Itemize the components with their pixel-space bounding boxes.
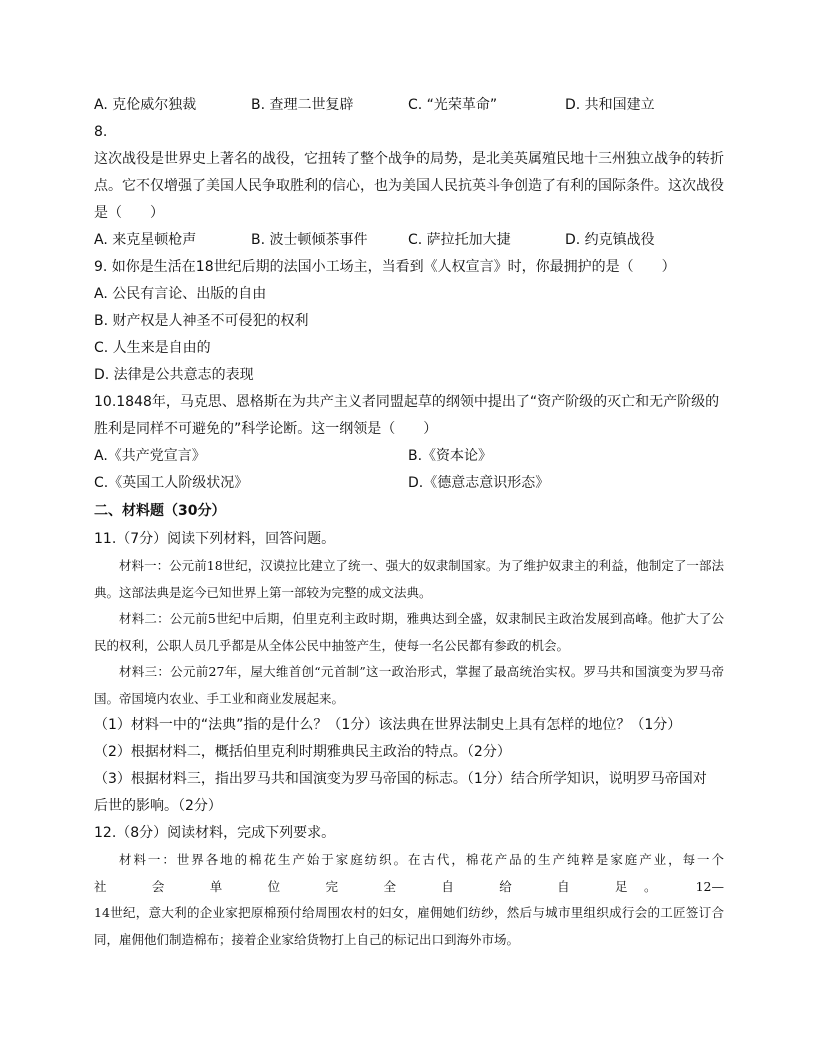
q11-subquestion-1: （1）材料一中的“法典”指的是什么？（1分）该法典在世界法制史上具有怎样的地位？（1分） (94, 717, 682, 733)
q11-subquestion-3a: （3）根据材料三，指出罗马共和国演变为罗马帝国的标志。（1分）结合所学知识，说明罗马帝国对 (94, 771, 707, 787)
q11-stem: 11.（7分）阅读下列材料，回答问题。 (94, 531, 336, 547)
q7-option-a[interactable]: A. 克伦威尔独裁 (94, 97, 197, 113)
q10-options-row2 (94, 470, 724, 497)
q8-option-c[interactable]: C. 萨拉托加大捷 (408, 232, 511, 248)
q10-stem: 10.1848年，马克思、恩格斯在为共产主义者同盟起草的纲领中提出了“资产阶级的灭亡和无产阶级的胜利是同样不可避免的”科学论断。这一纲领是（ ） (94, 394, 720, 437)
q9-stem: 9. 如你是生活在18世纪后期的法国小工场主，当看到《人权宣言》时，你最拥护的是（ ） (94, 259, 676, 275)
q7-option-b[interactable]: B. 查理二世复辟 (251, 97, 354, 113)
q9-option-c[interactable]: C. 人生来是自由的 (94, 340, 211, 356)
q8-option-d[interactable]: D. 约克镇战役 (565, 232, 655, 248)
q11-material-3: 材料三：公元前27年，屋大维首创“元首制”这一政治形式，掌握了最高统治实权。罗马共和国演变为罗马帝国。帝国境内农业、手工业和商业发展起来。 (94, 664, 724, 706)
q10-option-a[interactable]: A.《共产党宣言》 (94, 448, 206, 464)
q11-material-1: 材料一：公元前18世纪，汉谟拉比建立了统一、强大的奴隶制国家。为了维护奴隶主的利益，他制定了一部法典。这部法典是迄今已知世界上第一部较为完整的成文法典。 (94, 558, 724, 600)
exam-page (94, 92, 724, 953)
q10-options-row1 (94, 443, 724, 470)
q8-stem: 这次战役是世界史上著名的战役，它扭转了整个战争的局势，是北美英属殖民地十三州独立战争的转折点。它不仅增强了美国人民争取胜利的信心，也为美国人民抗英斗争创造了有利的国际条件。这次战役是（ ） (94, 151, 724, 221)
q8-options (94, 227, 724, 254)
q9-option-d[interactable]: D. 法律是公共意志的表现 (94, 367, 254, 383)
q10-option-d[interactable]: D.《德意志意识形态》 (408, 475, 550, 491)
q11-subquestion-3b: 后世的影响。（2分） (94, 798, 222, 814)
q11-material-2: 材料二：公元前5世纪中后期，伯里克利主政时期，雅典达到全盛，奴隶制民主政治发展到高峰。他扩大了公民的权利，公职人员几乎都是从全体公民中抽签产生，使每一名公民都有参政的机会。 (94, 611, 724, 653)
q12-material-1c: 14世纪，意大利的企业家把原棉预付给周围农村的妇女，雇佣她们纺纱，然后与城市里组织成行会的工匠签订合同，雇佣他们制造棉布；接着企业家给货物打上自己的标记出口到海外市场。 (94, 905, 724, 947)
q7-option-c[interactable]: C. “光荣革命” (408, 97, 498, 113)
section-heading: 二、材料题（30分） (94, 503, 226, 519)
q10-option-b[interactable]: B.《资本论》 (408, 448, 493, 464)
q9-option-a[interactable]: A. 公民有言论、出版的自由 (94, 286, 267, 302)
q8-option-b[interactable]: B. 波士顿倾茶事件 (251, 232, 368, 248)
q12-material-1b: 社 会 单 位 完 全 自 给 自 足。 12— (94, 878, 724, 894)
q7-options (94, 92, 724, 119)
q8-number: 8. (94, 124, 108, 140)
q12-material-1a: 材料一：世界各地的棉花生产始于家庭纺织。在古代，棉花产品的生产纯粹是家庭产业，每一个 (119, 852, 724, 867)
q11-subquestion-2: （2）根据材料二，概括伯里克利时期雅典民主政治的特点。（2分） (94, 744, 511, 760)
q10-option-c[interactable]: C.《英国工人阶级状况》 (94, 475, 249, 491)
q7-option-d[interactable]: D. 共和国建立 (565, 97, 655, 113)
q12-stem: 12.（8分）阅读材料，完成下列要求。 (94, 825, 336, 841)
q8-option-a[interactable]: A. 来克星顿枪声 (94, 232, 197, 248)
q9-option-b[interactable]: B. 财产权是人神圣不可侵犯的权利 (94, 313, 309, 329)
